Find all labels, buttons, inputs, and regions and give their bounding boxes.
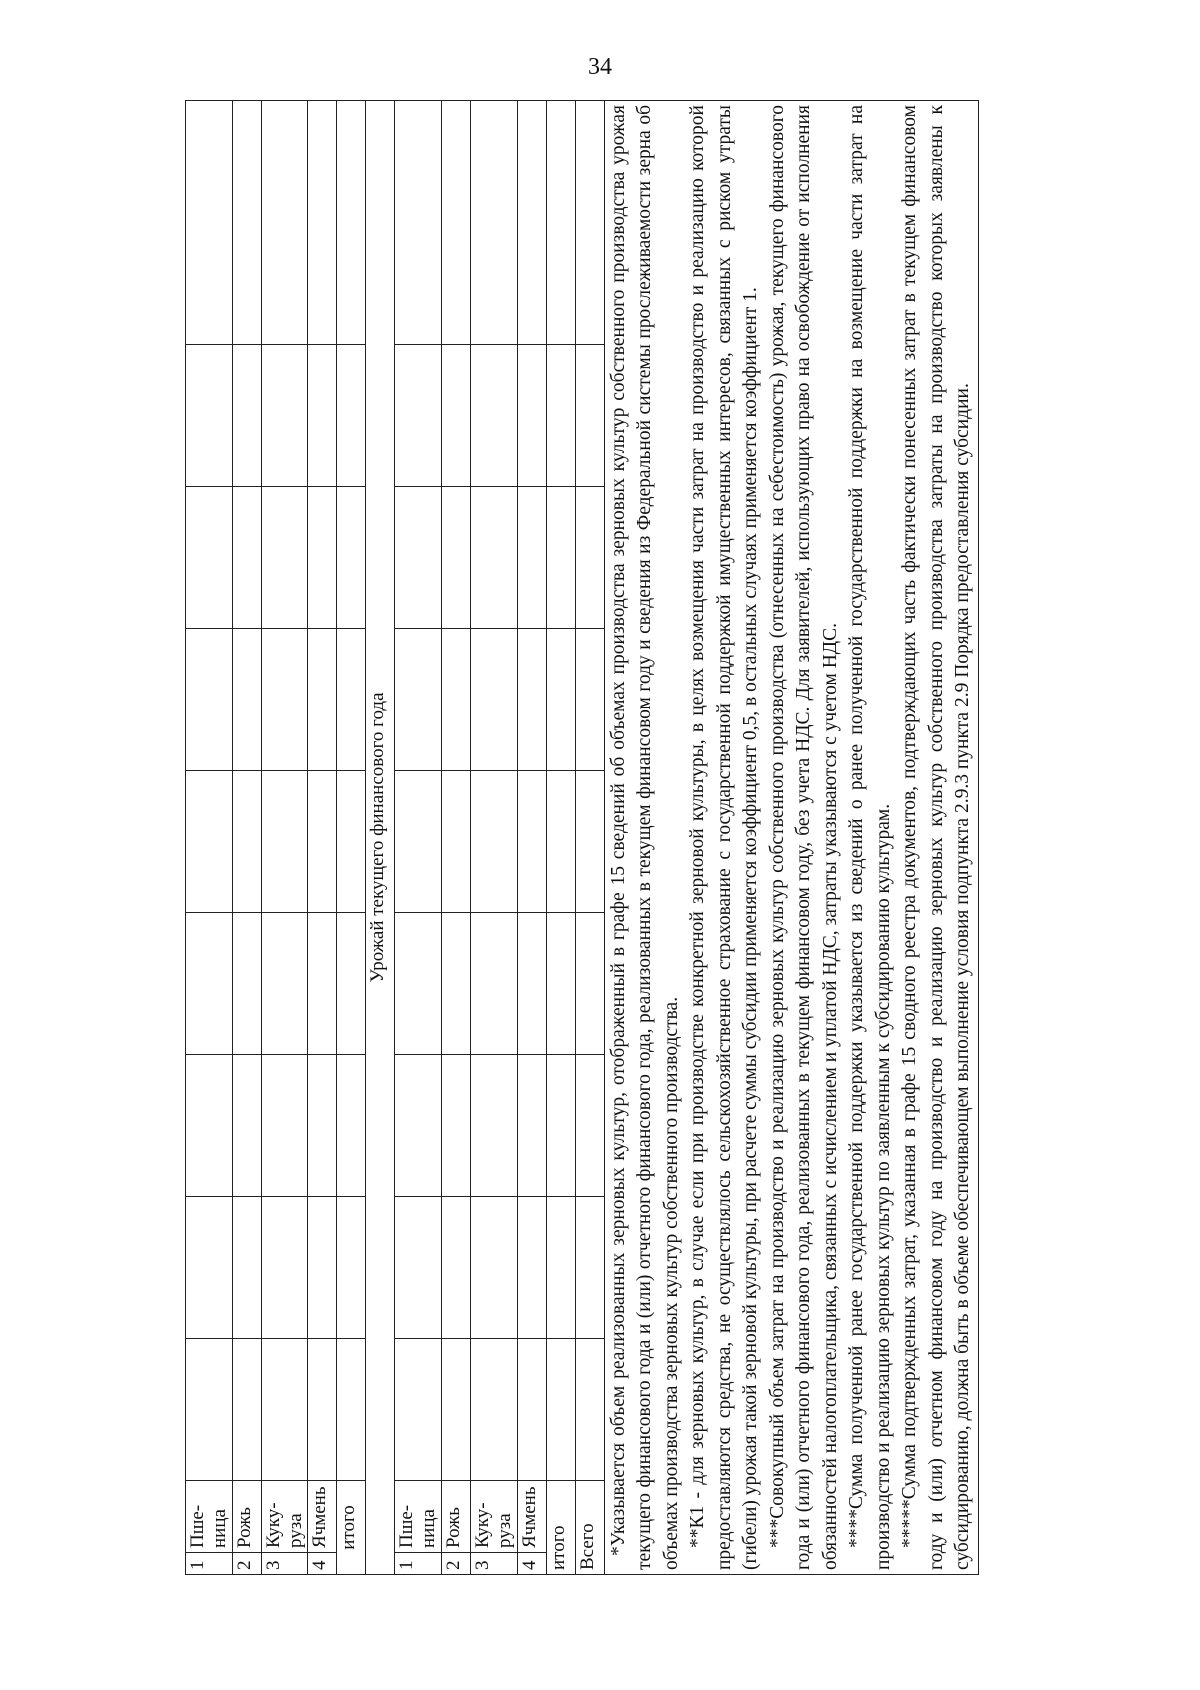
table-row: [395, 101, 442, 1575]
crop-name: Ячмень: [308, 1481, 337, 1553]
rotated-table-area: [185, 100, 1160, 1575]
footnote-2: **К1 - для зерновых культур, в случае если при производстве конкретной зерновой культуры, в целях возмещения части затрат на производство и реализацию которой предоставляются средства, не осуществлялось сельскохозяйственное страхование с государственной поддержкой имущественных интересов, связанных с риском утраты (гибели) урожая такой зерновой культуры, при расчете суммы субсидии применяется коэффициент 0,5, в остальных случаях применяется коэффициент 1.: [687, 105, 762, 1570]
subsidy-table: [185, 100, 979, 1575]
table-row: [442, 101, 471, 1575]
crop-name: Рожь: [232, 1481, 261, 1553]
row-number: 4: [308, 1553, 337, 1575]
footnote-1: *Указывается объем реализованных зерновых культур, отображенный в графе 15 сведений об объемах производства зерновых культур собственного производства урожая текущего финансового года и (или) отчетного финансового года, реализованных в текущем финансовом году и сведения из Федеральной системы прослеживаемости зерна об объемах производства зерновых культур собственного производства.: [607, 105, 682, 1570]
crop-name: Ячмень: [517, 1481, 546, 1553]
footnotes: [604, 101, 978, 1575]
row-number: 1: [186, 1553, 233, 1575]
crop-name: Пше-ница: [395, 1481, 442, 1553]
table-row: [186, 101, 233, 1575]
table-row: [471, 101, 518, 1575]
footnote-5: *****Сумма подтвержденных затрат, указанная в графе 15 сводного реестра документов, подтверждающих часть фактически понесенных затрат в текущем финансовом году и (или) отчетном финансовом году на производство и реализацию зерновых культур собственного производства затраты на производство которых заявлены к субсидированию, должна быть в объеме обеспечивающем выполнение условия подпункта 2.9.3 пункта 2.9 Порядка предоставления субсидии.: [899, 105, 974, 1570]
section-row: [366, 101, 395, 1575]
crop-name: Куку-руза: [261, 1481, 308, 1553]
row-number: 2: [442, 1553, 471, 1575]
crop-name: Куку-руза: [471, 1481, 518, 1553]
table-row: [308, 101, 337, 1575]
grand-total-row: [575, 101, 604, 1575]
notes-row: [604, 101, 978, 1575]
subtotal-row: [546, 101, 575, 1575]
table-row: [261, 101, 308, 1575]
subtotal-row: [337, 101, 366, 1575]
footnote-3: ***Совокупный объем затрат на производство и реализацию зерновых культур собственного производства (отнесенных на себестоимость) урожая, текущего финансового года и (или) отчетного финансового года, реализованных в текущем финансовом году, без учета НДС. Для заявителей, использующих право на освобождение от исполнения обязанностей налогоплательщика, связанных с исчислением и уплатой НДС, затраты указываются с учетом НДС.: [766, 105, 841, 1570]
landscape-content: [185, 100, 1160, 1575]
subtotal-label: итого: [337, 1481, 366, 1575]
crop-name: Рожь: [442, 1481, 471, 1553]
section-title: Урожай текущего финансового года: [366, 101, 395, 1575]
row-number: 3: [471, 1553, 518, 1575]
page-number: 34: [588, 54, 612, 80]
row-number: 4: [517, 1553, 546, 1575]
footnote-4: ****Сумма полученной ранее государственной поддержки указывается из сведений о ранее полученной государственной поддержки на возмещение части затрат на производство и реализацию зерновых культур по заявленным к субсидированию культурам.: [846, 105, 894, 1570]
grand-total-label: Всего: [575, 1481, 604, 1575]
crop-name: Пше-ница: [186, 1481, 233, 1553]
subtotal-label: итого: [546, 1481, 575, 1575]
row-number: 1: [395, 1553, 442, 1575]
row-number: 2: [232, 1553, 261, 1575]
table-row: [517, 101, 546, 1575]
table-row: [232, 101, 261, 1575]
row-number: 3: [261, 1553, 308, 1575]
